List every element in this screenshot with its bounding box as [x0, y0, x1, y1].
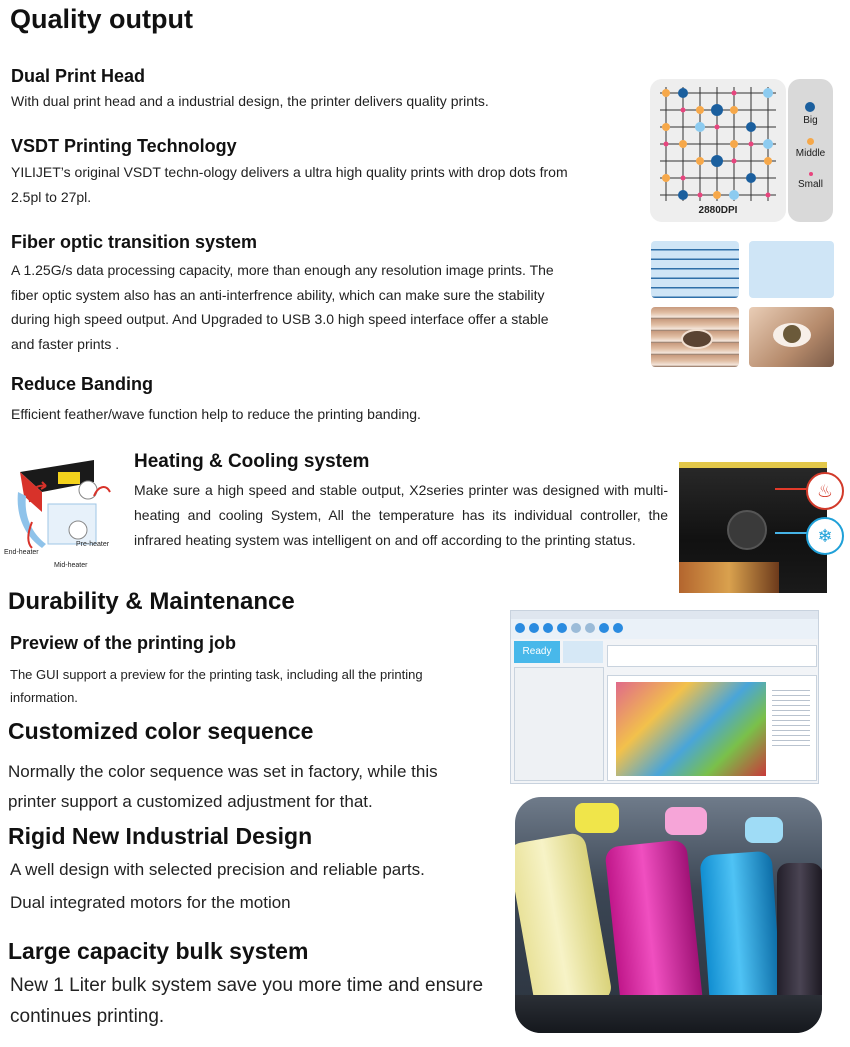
printer-body	[679, 462, 827, 593]
cool-pointer-line	[775, 532, 807, 534]
magenta-ink-cap	[665, 807, 707, 835]
rigid-design-line2: Dual integrated motors for the motion	[10, 893, 291, 912]
preview-title: Preview of the printing job	[10, 633, 237, 653]
gui-job-info	[772, 686, 810, 746]
small-dot-icon	[809, 172, 813, 176]
dpi-grid-graphic	[650, 79, 786, 222]
printer-top-strip	[679, 462, 827, 468]
gui-job-list	[607, 645, 817, 667]
heating-cooling-title: Heating & Cooling system	[134, 451, 370, 472]
legend-big-label: Big	[803, 115, 818, 126]
heating-icon: ♨	[806, 472, 844, 510]
bulk-system-text: New 1 Liter bulk system save you more time and ensure continues printing.	[10, 975, 484, 1027]
gui-toolbar	[511, 619, 818, 639]
vsdt-text: YILIJET’s original VSDT techn-ology delivers a ultra high quality prints with drop dots from 2.5pl to 27pl.	[11, 164, 568, 205]
gui-menubar	[511, 611, 818, 619]
dpi-caption: 2880DPI	[698, 205, 738, 216]
color-sequence-title: Customized color sequence	[8, 718, 314, 744]
fiber-optic-text: A 1.25G/s data processing capacity, more than enough any resolution image prints. The fiber optic system also has an anti-interfrence ability, which can make sure the stability during high speed output. And Upgraded to USB 3.0 high speed interface offer a stable and faster prints .	[11, 262, 554, 352]
heat-pointer-line	[775, 488, 807, 490]
fan-icon	[727, 510, 767, 550]
heating-cooling-text: Make sure a high speed and stable output, X2series printer was designed with multi-heating and cooling System, All the temperature has its individual controller, the infrared heating system was intelligent on and off according to the printing status.	[134, 482, 668, 548]
smooth-stripes-image	[749, 241, 834, 298]
big-dot-icon	[805, 102, 815, 112]
yellow-ink-cap	[575, 803, 619, 833]
bulk-system-title: Large capacity bulk system	[8, 938, 309, 964]
toolbar-check-icon	[613, 623, 623, 633]
end-heater-label: End-heater	[4, 549, 39, 556]
toolbar-print-icon	[543, 623, 553, 633]
toolbar-open-icon	[515, 623, 525, 633]
gui-move-pad	[563, 641, 603, 663]
gui-settings-panel	[514, 667, 604, 781]
printed-media-strip	[679, 562, 779, 593]
ink-bulk-photo	[515, 797, 822, 1033]
gui-ready-status: Ready	[514, 641, 560, 663]
rigid-design-line1: A well design with selected precision and reliable parts.	[10, 860, 425, 879]
preview-text: The GUI support a preview for the printing task, including all the printing information.	[10, 667, 423, 705]
heater-diagram	[2, 452, 114, 572]
dpi-legend-panel	[788, 79, 833, 222]
dpi-dot-figure	[650, 79, 833, 222]
durability-title: Durability & Maintenance	[8, 588, 295, 615]
ink-rack-base	[515, 995, 822, 1033]
middle-dot-icon	[807, 138, 814, 145]
heating-cooling-photo	[679, 462, 846, 593]
gui-preview-image	[616, 682, 766, 776]
dual-print-head-title: Dual Print Head	[11, 66, 146, 86]
eye-iris-smooth	[783, 325, 801, 343]
cyan-ink-bottle	[700, 851, 783, 1016]
legend-small-label: Small	[797, 179, 823, 190]
black-ink-bottle	[777, 863, 822, 1013]
banding-comparison-figure	[651, 241, 834, 367]
reduce-banding-title: Reduce Banding	[11, 374, 154, 394]
dual-print-head-text: With dual print head and a industrial design, the printer delivers quality prints.	[11, 93, 489, 109]
vsdt-title: VSDT Printing Technology	[11, 136, 237, 156]
magenta-ink-bottle	[604, 839, 703, 1017]
cyan-ink-cap	[745, 817, 783, 843]
rigid-design-title: Rigid New Industrial Design	[8, 823, 313, 849]
snowflake-icon: ❄	[806, 517, 844, 555]
gui-preview-pane	[607, 675, 817, 781]
reduce-banding-text: Efficient feather/wave function help to reduce the printing banding.	[11, 406, 421, 422]
mid-heater-label: Mid-heater	[54, 562, 88, 569]
gui-preview-figure	[510, 610, 819, 784]
banded-eye-image	[651, 307, 739, 367]
yellow-ink-bottle	[515, 832, 613, 1013]
color-sequence-text: Normally the color sequence was set in factory, while this printer support a customized adjustment for that.	[8, 762, 438, 811]
banded-stripes-image	[651, 241, 739, 298]
toolbar-stop-icon	[571, 623, 581, 633]
legend-middle-label: Middle	[795, 148, 826, 159]
eye-iris-banded	[681, 329, 713, 349]
dpi-grid-panel	[650, 79, 786, 222]
smooth-eye-image	[749, 307, 834, 367]
toolbar-setup-icon	[599, 623, 609, 633]
fiber-optic-title: Fiber optic transition system	[11, 232, 258, 252]
pre-heater-label: Pre-heater	[76, 541, 110, 548]
toolbar-import-icon	[529, 623, 539, 633]
toolbar-clean-icon	[585, 623, 595, 633]
toolbar-pause-icon	[557, 623, 567, 633]
quality-output-title: Quality output	[10, 4, 193, 34]
